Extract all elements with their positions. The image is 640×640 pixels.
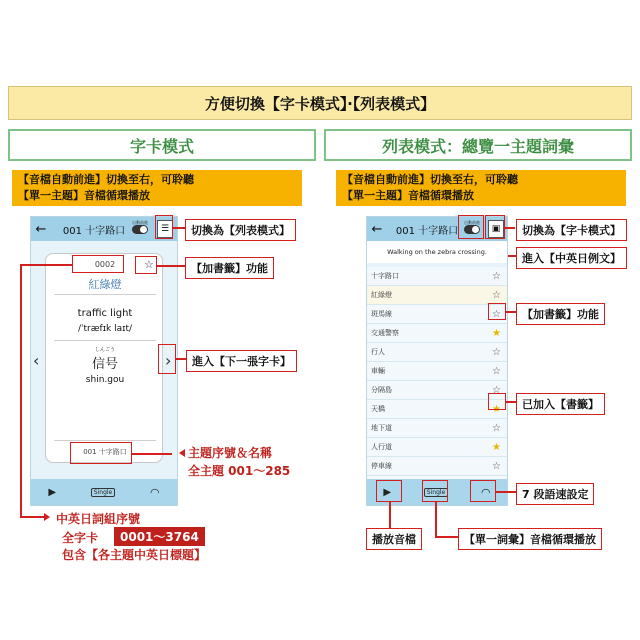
bookmark-star-icon[interactable]: ☆ [492,346,501,358]
added-bookmark-callout: 已加入【書籤】 [516,393,605,415]
bookmark-star-icon[interactable]: ★ [492,441,501,453]
bookmark-right-callout: 【加書籤】功能 [516,303,605,325]
list-item-label: 行人 [371,348,385,356]
connector-line [496,491,516,493]
orange-note-line: 【音檔自動前進】切換至右，可聆聽 [18,173,194,186]
connector-line [435,536,459,538]
card-mode-title [8,129,316,161]
id-callout-prefix: 全字卡 [62,531,99,545]
connector-line [505,227,515,229]
english-word: traffic light [77,308,133,319]
list-item-label: 十字路口 [371,272,399,280]
topic-label-highlight [70,442,132,464]
list-icon-highlight [155,215,173,239]
added-bookmark-highlight [488,393,506,410]
back-arrow-icon[interactable]: ← [371,221,383,237]
list-mode-title [324,129,632,161]
header-title: 001 十字路口 [62,225,126,237]
topic-callout-line2: 全主題 001～285 [188,464,291,478]
speed-gauge-icon[interactable]: ◠ [480,485,491,499]
switch-list-callout: 切換為【列表模式】 [185,219,296,241]
list-item-label: 紅綠燈 [371,291,392,299]
bookmark-star-icon[interactable]: ★ [492,403,501,415]
speed-callout: 7 段語速設定 [516,483,594,505]
list-item[interactable] [367,400,507,419]
word-card [45,253,163,463]
divider [54,440,156,441]
list-item[interactable] [367,457,507,476]
list-item-label: 交通警察 [371,329,399,337]
bookmark-star-icon[interactable]: ☆ [492,289,501,301]
switch-card-callout: 切換為【字卡模式】 [516,219,627,241]
single-loop-icon[interactable]: Single [91,488,115,497]
vocab-list [367,267,507,479]
connector-line [435,502,437,536]
connector-line [176,358,186,360]
connector-line [389,502,391,528]
connector-line [20,516,44,518]
play-icon[interactable]: ▶ [48,486,57,498]
connector-line [506,311,516,313]
left-orange-note [12,170,302,206]
list-item-label: 地下道 [371,424,392,432]
list-view-icon[interactable]: ☰ [157,220,173,238]
list-item-label: 分隔島 [371,386,392,394]
next-card-chevron-icon[interactable]: › [165,351,172,370]
arrow-left-icon [179,449,185,457]
bookmark-star-icon[interactable]: ☆ [144,258,154,271]
bookmark-star-icon[interactable]: ☆ [492,384,501,396]
topic-callout-line1: 主題序號＆名稱 [188,446,273,460]
list-mode-phone [366,216,508,506]
list-item[interactable] [367,267,507,286]
japanese-word: 信号 [91,357,118,372]
play-highlight [376,480,402,502]
bookmark-star-icon[interactable]: ☆ [492,460,501,472]
list-item[interactable] [367,381,507,400]
list-mode-title-text: 列表模式：總覽一主題詞彙 [381,136,574,156]
connector-line [157,265,185,267]
orange-note-line: 【音檔自動前進】切換至右，可聆聽 [342,173,518,186]
orange-note-line: 【單一主題】音檔循環播放 [18,189,150,202]
prev-card-chevron-icon[interactable]: ‹ [33,351,40,370]
toggle-highlight [458,215,484,239]
ipa-pronunciation: /ˈtræfɪk laɪt/ [77,324,133,334]
connector-line [173,227,185,229]
card-mode-title-text: 字卡模式 [129,136,194,156]
list-item-label: 斑馬線 [371,310,392,318]
back-arrow-icon[interactable]: ← [35,221,47,237]
bookmark-star-icon[interactable]: ☆ [492,422,501,434]
toggle-label: 自動前進 [132,220,148,225]
bookmark-callout: 【加書籤】功能 [185,257,274,279]
next-card-callout: 進入【下一張字卡】 [186,350,297,372]
connector-line [20,264,72,266]
topic-label: 001 十字路口 [83,448,127,456]
header-title: 001 十字路口 [395,225,459,237]
single-loop-callout: 【單一詞彙】音檔循環播放 [458,528,602,550]
divider [54,294,156,295]
list-item[interactable] [367,438,507,457]
romaji: shin.gou [85,375,125,385]
list-item-label: 天橋 [371,405,385,413]
top-banner [8,86,632,120]
speed-highlight [470,480,496,502]
play-audio-callout: 播放音檔 [366,528,422,550]
example-sentence: Walking on the zebra crossing. [387,248,487,256]
example-sentence-callout: 進入【中英日例文】 [516,247,627,269]
bookmark-highlight [488,303,506,320]
toggle-label: 自動前進 [464,220,480,225]
play-icon[interactable]: ▶ [383,486,392,498]
orange-note-line: 【單一主題】音檔循環播放 [342,189,474,202]
card-number-highlight [72,255,124,273]
bookmark-star-icon[interactable]: ☆ [492,270,501,282]
arrow-right-icon [44,513,50,521]
auto-advance-toggle[interactable] [129,220,151,238]
chinese-word: 紅綠燈 [88,278,122,291]
furigana: しんごう [94,347,115,353]
single-highlight [422,480,448,502]
list-item[interactable] [367,286,507,305]
connector-line [508,255,516,257]
id-range-badge: 0001～3764 [114,527,205,546]
list-item[interactable] [367,343,507,362]
connector-line [132,453,172,455]
bookmark-highlight [135,256,157,274]
bookmark-star-icon[interactable]: ★ [492,327,501,339]
list-item[interactable] [367,324,507,343]
banner-text: 方便切換【字卡模式】‧【列表模式】 [204,94,436,113]
list-item-label: 人行道 [371,443,392,451]
right-orange-note [336,170,626,206]
divider [54,340,156,341]
bookmark-star-icon[interactable]: ☆ [492,308,501,320]
next-card-highlight [158,344,176,374]
toggle-switch-icon [132,225,148,234]
single-loop-icon[interactable]: Single [424,488,448,497]
card-number: 0002 [94,260,116,269]
list-item-label: 車輛 [371,367,385,375]
connector-line [506,401,516,403]
card-view-icon[interactable]: ▣ [488,220,504,238]
example-sentence-bar[interactable] [367,241,507,263]
connector-line [20,264,22,516]
bookmark-star-icon[interactable]: ☆ [492,365,501,377]
card-mode-footer [31,479,177,505]
speed-gauge-icon[interactable]: ◠ [149,485,160,499]
id-callout-line1: 中英日詞組序號 [56,512,141,526]
list-item[interactable] [367,305,507,324]
list-item-label: 停車線 [371,462,392,470]
card-icon-highlight [485,215,505,239]
list-item[interactable] [367,362,507,381]
list-item[interactable] [367,419,507,438]
id-callout-line3: 包含【各主題中英日標題】 [62,548,207,562]
